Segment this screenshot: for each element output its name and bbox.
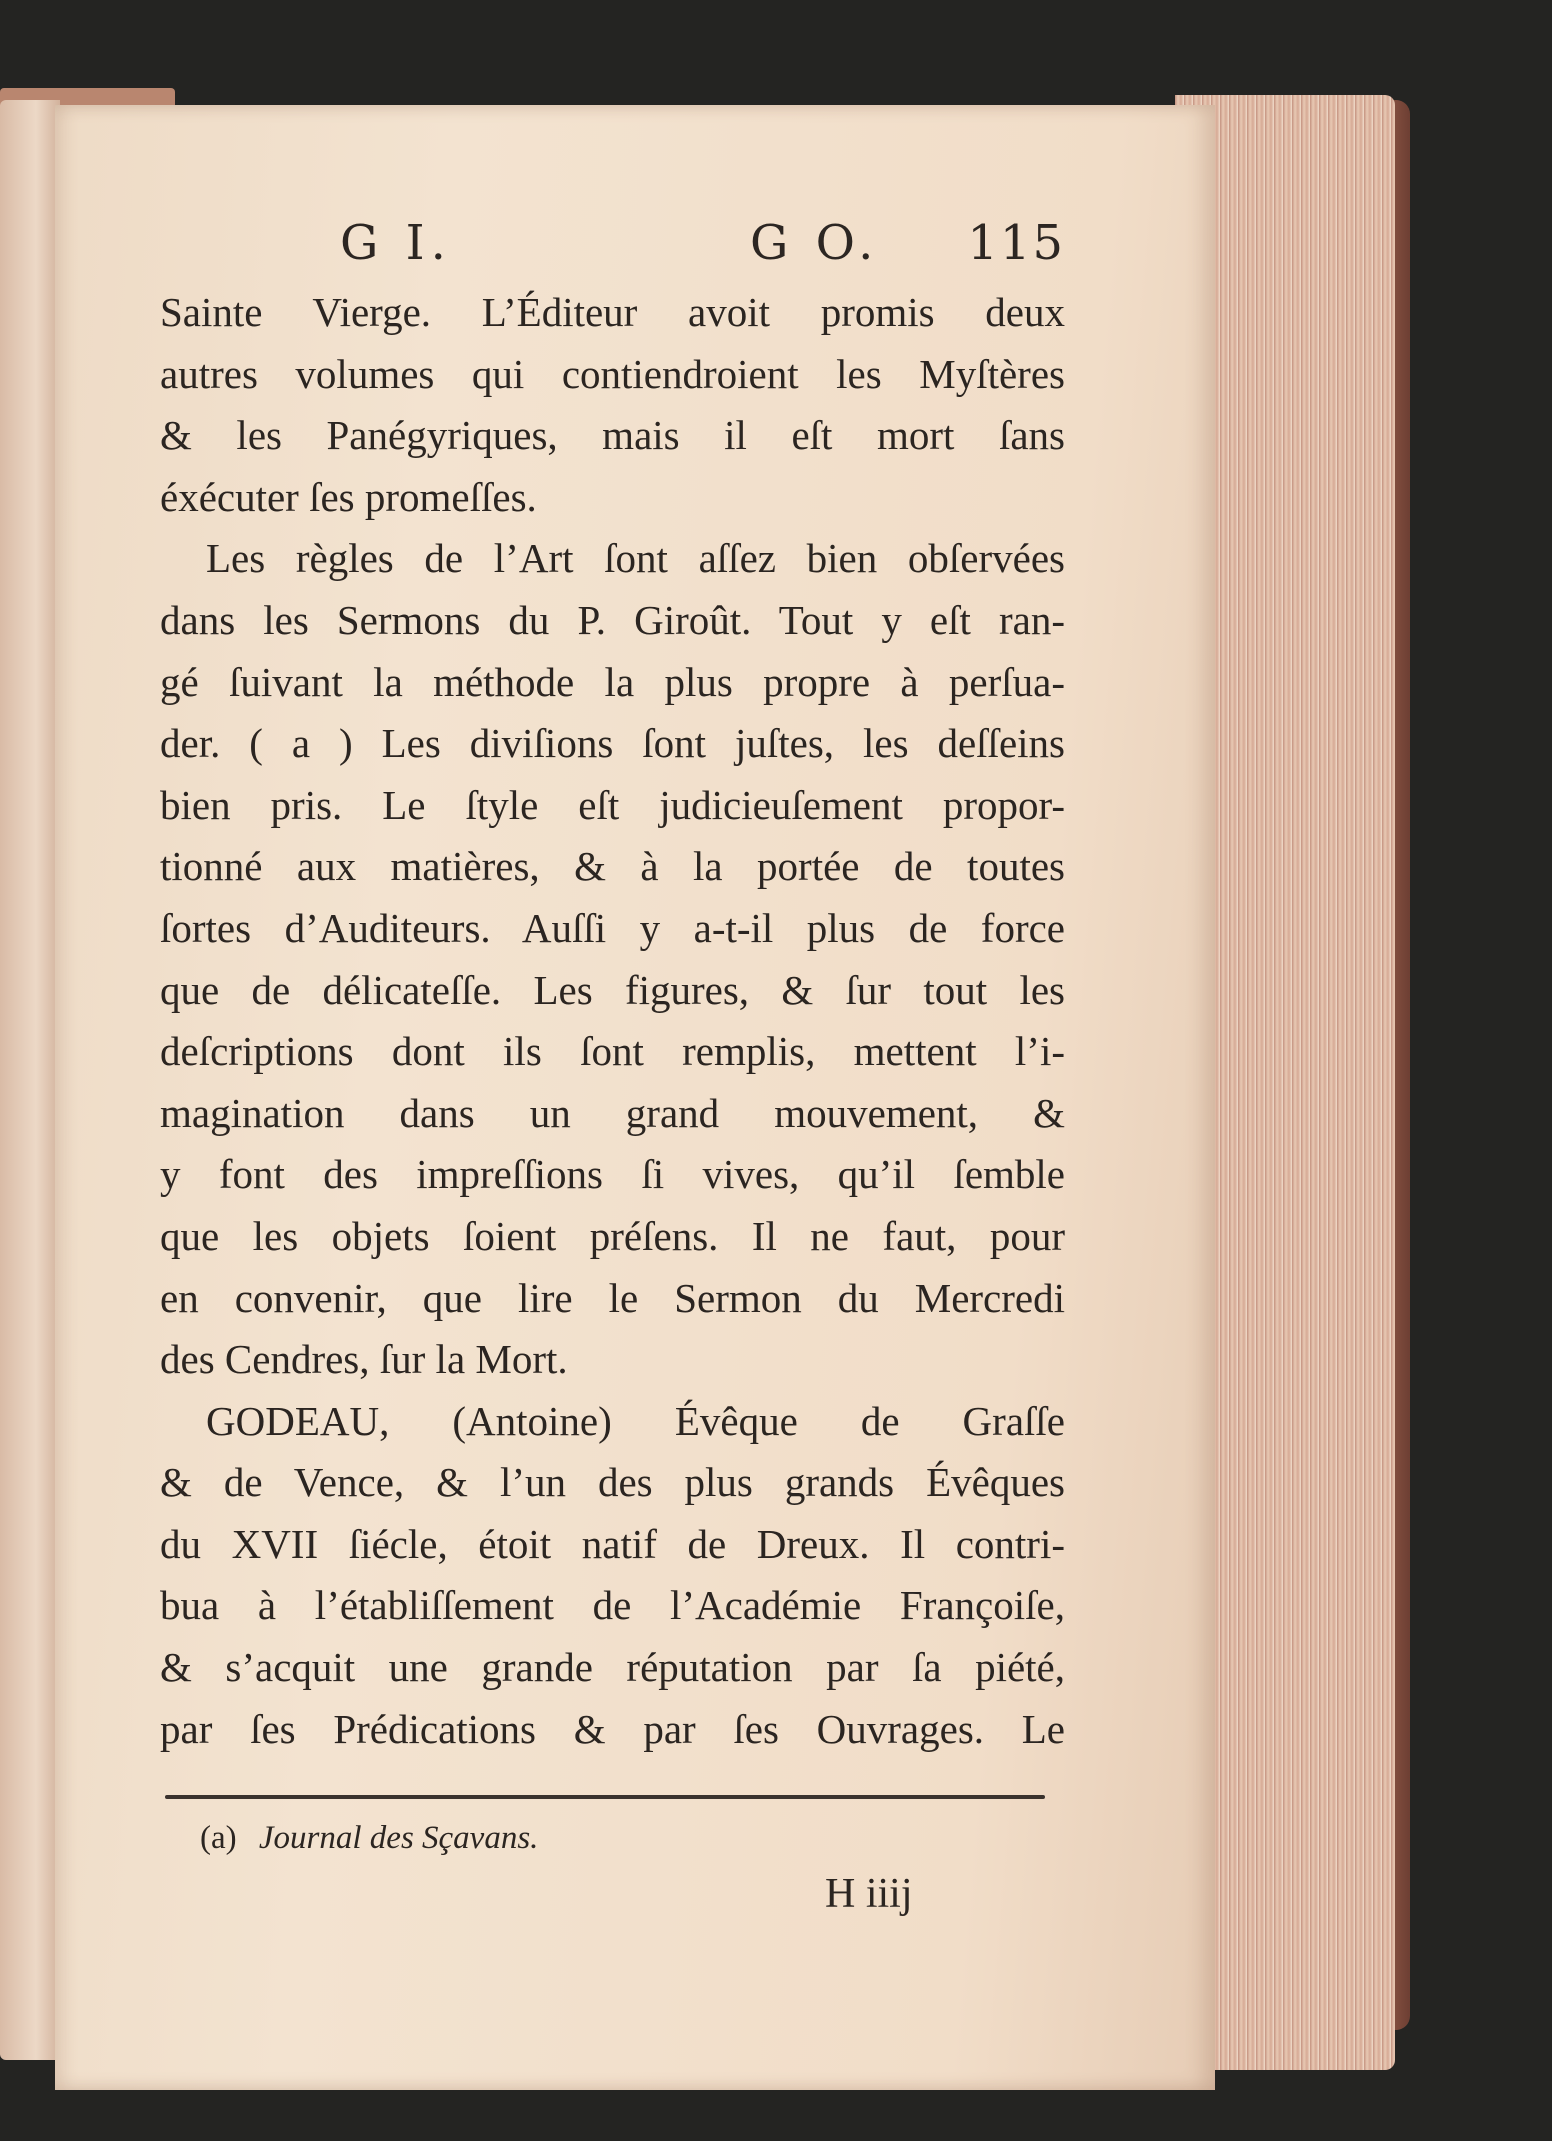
text-line: que de délicateſſe. Les figures, & ſur tout les [160, 966, 1065, 1013]
signature-mark: H iiij [825, 1871, 913, 1917]
facing-page-edge [0, 100, 60, 2060]
text-line: Les règles de l’Art ſont aſſez bien obſervées [206, 535, 1065, 582]
text-line: ſortes d’Auditeurs. Auſſi y a-t-il plus de force [160, 904, 1065, 951]
footnote-marker: (a) [200, 1820, 237, 1856]
footnote [200, 1820, 538, 1857]
text-line: autres volumes qui contiendroient les Myſtères [160, 350, 1065, 397]
running-head [160, 215, 1065, 275]
text-line: en convenir, que lire le Sermon du Mercredi [160, 1274, 1065, 1321]
text-line: bua à l’établiſſement de l’Académie Françoiſe, [160, 1582, 1065, 1629]
text-line: der. ( a ) Les diviſions ſont juſtes, les deſſeins [160, 720, 1065, 767]
text-line: que les objets ſoient préſens. Il ne faut, pour [160, 1212, 1065, 1259]
text-line: y font des impreſſions ſi vives, qu’il ſemble [160, 1151, 1065, 1198]
body-text [160, 282, 1065, 1760]
text-line: magination dans un grand mouvement, & [160, 1089, 1065, 1136]
text-line: par ſes Prédications & par ſes Ouvrages. Le [160, 1705, 1065, 1752]
running-head-left: G I. [340, 215, 452, 271]
text-line: GODEAU, (Antoine) Évêque de Graſſe [206, 1397, 1065, 1444]
text-line: Sainte Vierge. L’Éditeur avoit promis deux [160, 289, 1065, 335]
text-line: & les Panégyriques, mais il eſt mort ſans [160, 412, 1065, 459]
text-line: gé ſuivant la méthode la plus propre à perſua- [160, 658, 1065, 705]
text-line: dans les Sermons du P. Giroût. Tout y eſt ran- [160, 596, 1065, 643]
text-line: éxécuter ſes promeſſes. [160, 473, 537, 520]
footnote-title: Journal des Sçavans. [258, 1820, 539, 1856]
text-line: deſcriptions dont ils ſont remplis, mettent l’i- [160, 1028, 1065, 1075]
footnote-rule [165, 1795, 1045, 1799]
text-line: du XVII ſiécle, étoit natif de Dreux. Il contri- [160, 1520, 1065, 1567]
text-line: des Cendres, ſur la Mort. [160, 1336, 568, 1383]
text-line: & s’acquit une grande réputation par ſa piété, [160, 1644, 1065, 1691]
text-line: tionné aux matières, & à la portée de toutes [160, 843, 1065, 890]
page-number: 115 [967, 215, 1065, 271]
running-head-center: G O. [750, 215, 880, 271]
text-line: bien pris. Le ſtyle eſt judicieuſement propor- [160, 781, 1065, 828]
text-line: & de Vence, & l’un des plus grands Évêques [160, 1459, 1065, 1506]
